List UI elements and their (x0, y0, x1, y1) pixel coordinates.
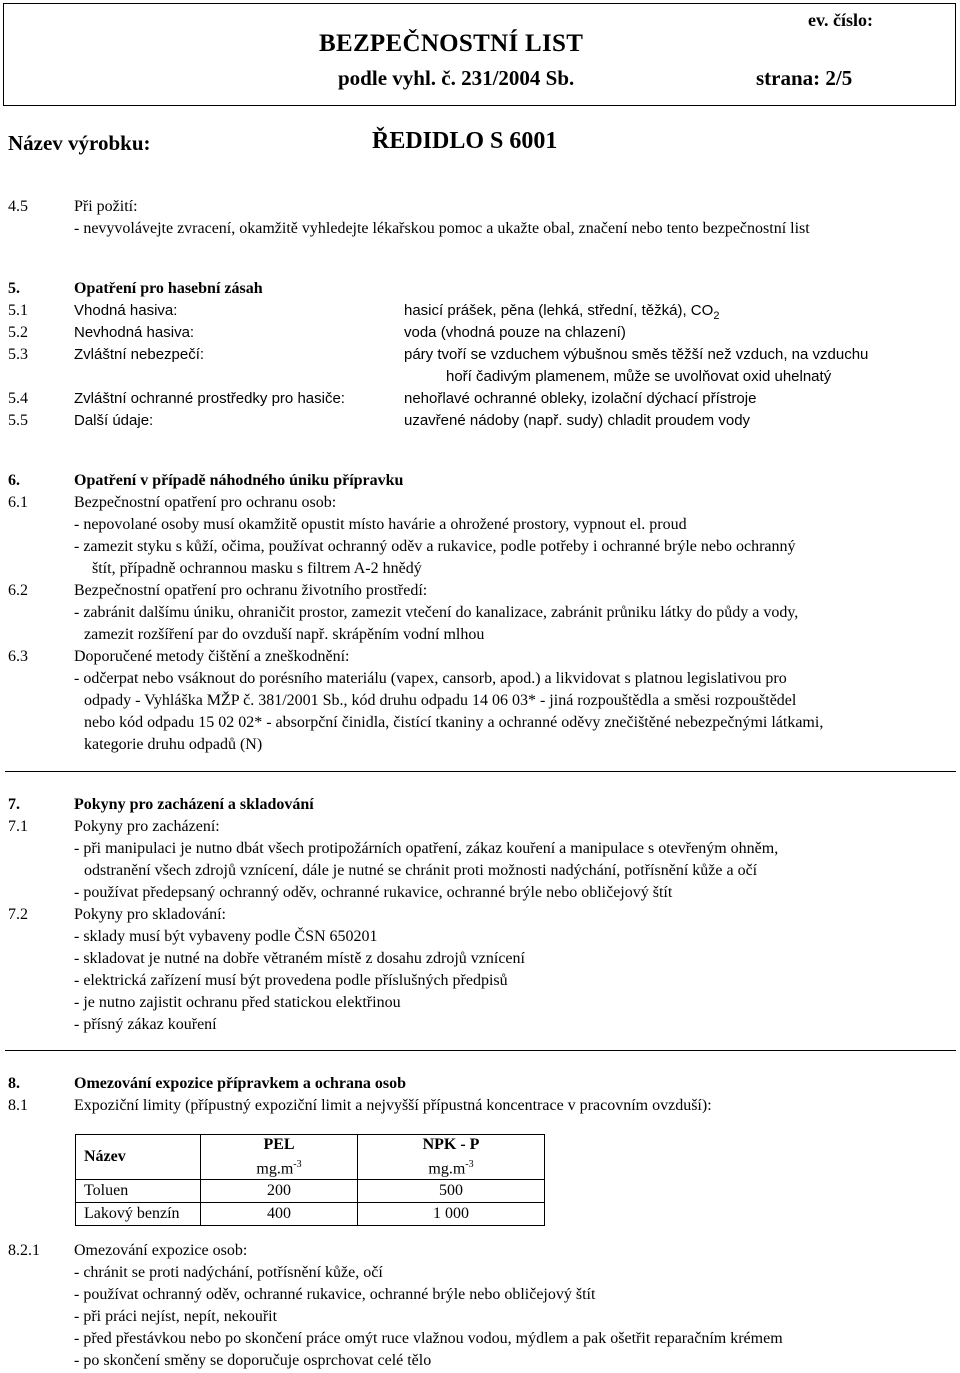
section-8-1-heading: 8.1 Expoziční limity (přípustný expoziční limit a nejvyšší přípustná koncentrace v pracovním ovzduší): (8, 1097, 712, 1114)
section-7-2-line: - přísný zákaz kouření (74, 1016, 217, 1033)
section-6-3-line: kategorie druhu odpadů (N) (84, 736, 263, 753)
table-row (76, 1180, 545, 1203)
section-6-1-line: - zamezit styku s kůží, očima, používat ochranný oděv a rukavice, podle potřeby i ochranné brýle nebo ochranný (74, 538, 796, 555)
document-header (3, 3, 956, 106)
section-divider (5, 1050, 956, 1051)
section-8-heading: 8. Omezování expozice přípravkem a ochrana osob (8, 1075, 406, 1092)
table-row (76, 1203, 545, 1226)
section-6-1-heading: 6.1 Bezpečnostní opatření pro ochranu osob: (8, 494, 337, 511)
section-7-2-line: - skladovat je nutné na dobře větraném místě z dosahu zdrojů vznícení (74, 950, 525, 967)
section-5-1: 5.1 Vhodná hasiva: hasicí prášek, pěna (lehká, střední, těžká), $CO_2$ (8, 302, 720, 322)
section-6-2-line: zamezit rozšíření par do ovzduší např. skrápěním vodní mlhou (84, 626, 485, 643)
section-6-2-line: - zabránit dalšímu úniku, ohraničit prostor, zamezit vtečení do kanalizace, zabránit průniku látky do půdy a vody, (74, 604, 799, 621)
cell-pel: 200 (201, 1180, 358, 1203)
header-name: Název (76, 1135, 201, 1180)
section-8-2-1-line: - při práci nejíst, nepít, nekouřit (74, 1308, 278, 1325)
section-7-2-line: - sklady musí být vybaveny podle ČSN 650201 (74, 928, 378, 945)
cell-name: Lakový benzín (76, 1203, 201, 1226)
product-label: Název výrobku: (8, 131, 151, 155)
section-4-5-heading: 4.5 Při požití: (8, 198, 138, 215)
table-header-row (76, 1135, 545, 1180)
section-8-2-1-line: - chránit se proti nadýchání, potřísnění kůže, očí (74, 1264, 383, 1281)
section-8-2-1-line: - po skončení směny se doporučuje osprchovat celé tělo (74, 1352, 432, 1369)
section-8-2-1-heading: 8.2.1 Omezování expozice osob: (8, 1242, 248, 1259)
section-6-1-line: - nepovolané osoby musí okamžitě opustit místo havárie a ohrožené prostory, vypnout el. proud (74, 516, 687, 533)
section-7-1-line: - při manipulaci je nutno dbát všech protipožárních opatření, zákaz kouření a manipulace s otevřeným ohněm, (74, 840, 779, 857)
cell-npk: 1 000 (358, 1203, 545, 1226)
section-6-3-heading: 6.3 Doporučené metody čištění a zneškodnění: (8, 648, 350, 665)
section-6-2-heading: 6.2 Bezpečnostní opatření pro ochranu životního prostředí: (8, 582, 428, 599)
section-5-3-cont: hoří čadivým plamenem, může se uvolňovat oxid uhelnatý (446, 368, 832, 385)
section-5-4: 5.4 Zvláštní ochranné prostředky pro hasiče: nehořlavé ochranné obleky, izolační dýchací přístroje (8, 390, 757, 407)
section-8-2-1-line: - před přestávkou nebo po skončení práce omýt ruce vlažnou vodou, mýdlem a pak ošetřit reparačním krémem (74, 1330, 783, 1347)
section-4-5-text: - nevyvolávejte zvracení, okamžitě vyhledejte lékařskou pomoc a ukažte obal, značení nebo tento bezpečnostní list (74, 220, 810, 237)
section-7-2-line: - je nutno zajistit ochranu před statickou elektřinou (74, 994, 401, 1011)
section-8-2-1-line: - používat ochranný oděv, ochranné rukavice, ochranné brýle nebo obličejový štít (74, 1286, 596, 1303)
section-5-2: 5.2 Nevhodná hasiva: voda (vhodná pouze na chlazení) (8, 324, 626, 341)
section-7-1-line: odstranění všech zdrojů vznícení, dále je nutné se chránit proti možnosti nadýchání, potřísnění kůže a očí (84, 862, 758, 879)
section-7-1-line: - používat předepsaný ochranný oděv, ochranné rukavice, ochranné brýle nebo obličejový štít (74, 884, 673, 901)
section-6-heading: 6. Opatření v případě náhodného úniku přípravku (8, 472, 404, 489)
header-pel: PEL $mg.m^{-3}$ (201, 1135, 358, 1180)
section-6-3-line: nebo kód odpadu 15 02 02* - absorpční činidla, čistící tkaniny a ochranné oděvy znečištěné nebezpečnými látkami, (84, 714, 824, 731)
document-title: BEZPEČNOSTNÍ LIST (319, 30, 584, 57)
section-5-3: 5.3 Zvláštní nebezpečí: páry tvoří se vzduchem výbušnou směs těžší než vzduch, na vzduchu (8, 346, 869, 363)
section-5-5: 5.5 Další údaje: uzavřené nádoby (např. sudy) chladit proudem vody (8, 412, 751, 429)
section-7-1-heading: 7.1 Pokyny pro zacházení: (8, 818, 220, 835)
cell-npk: 500 (358, 1180, 545, 1203)
section-7-2-heading: 7.2 Pokyny pro skladování: (8, 906, 226, 923)
section-6-1-line: štít, případně ochrannou masku s filtrem A-2 hnědý (92, 560, 422, 577)
section-6-3-line: - odčerpat nebo vsáknout do porésního materiálu (vapex, cansorb, apod.) a likvidovat s platnou legislativou pro (74, 670, 787, 687)
section-divider (5, 771, 956, 772)
header-npk: NPK - P $mg.m^{-3}$ (358, 1135, 545, 1180)
evidence-number-label: ev. číslo: (808, 10, 873, 30)
section-5-heading: 5. Opatření pro hasební zásah (8, 280, 263, 297)
exposure-limits-table (75, 1134, 545, 1226)
section-7-heading: 7. Pokyny pro zacházení a skladování (8, 796, 314, 813)
document-subtitle: podle vyhl. č. 231/2004 Sb. (338, 66, 575, 90)
section-7-2-line: - elektrická zařízení musí být provedena podle příslušných předpisů (74, 972, 508, 989)
cell-name: Toluen (76, 1180, 201, 1203)
page-number: strana: 2/5 (756, 66, 853, 90)
section-6-3-line: odpady - Vyhláška MŽP č. 381/2001 Sb., kód druhu odpadu 14 06 03* - jiná rozpouštědla a směsi rozpouštědel (84, 692, 797, 709)
product-name: ŘEDIDLO S 6001 (372, 128, 558, 154)
cell-pel: 400 (201, 1203, 358, 1226)
